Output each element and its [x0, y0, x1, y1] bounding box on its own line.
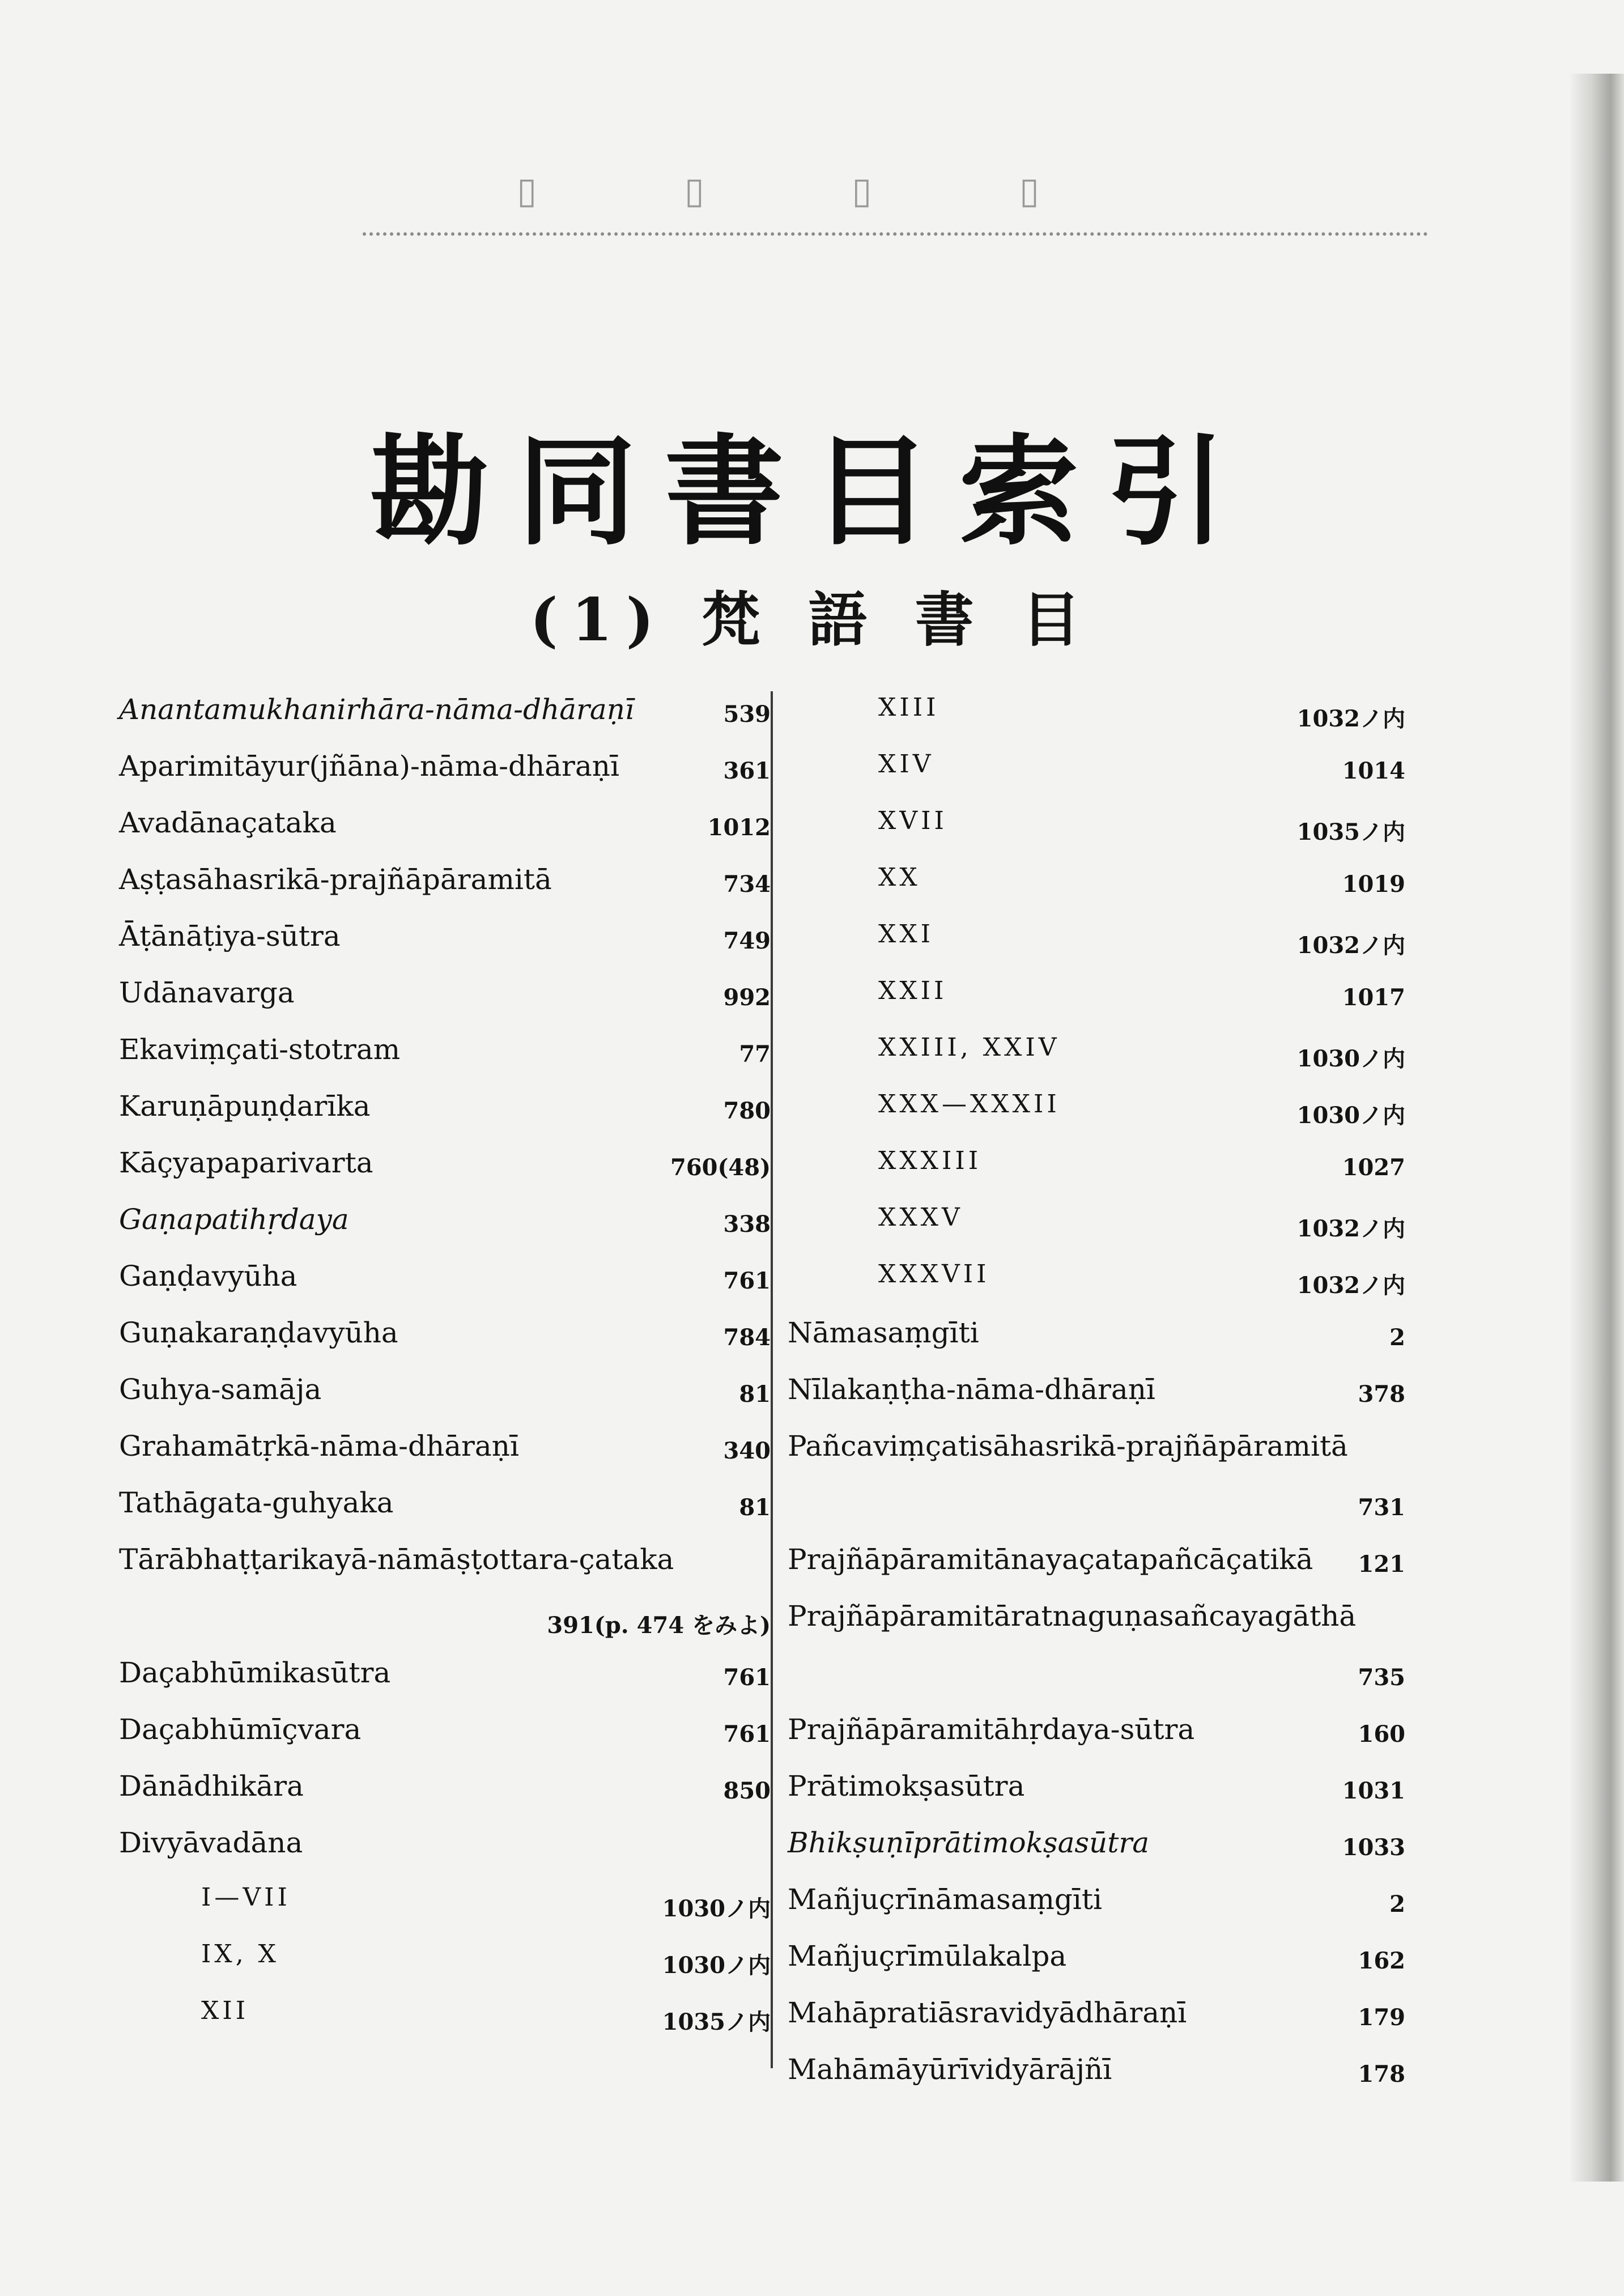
entry-title: Ekaviṃçati-stotram [119, 1033, 401, 1066]
entry-title: Daçabhūmīçvara [119, 1713, 362, 1746]
entry-title: XXII [878, 976, 947, 1005]
index-entry [788, 1816, 1405, 1873]
entry-page-number: 731 [1358, 1494, 1405, 1521]
entry-page-number: 162 [1358, 1948, 1405, 1974]
entry-page-number: 160 [1358, 1721, 1405, 1747]
entry-title: Daçabhūmikasūtra [119, 1656, 391, 1689]
index-entry [119, 1419, 771, 1476]
entry-title: Tathāgata-guhyaka [119, 1486, 394, 1519]
entry-title: I—VII [201, 1883, 291, 1912]
index-entry [119, 1306, 771, 1363]
entry-page-number: 992 [723, 984, 771, 1011]
entry-page-number: 2 [1389, 1324, 1405, 1351]
index-subentry [788, 966, 1405, 1023]
entry-title: Nāmasaṃgīti [788, 1316, 979, 1349]
entry-page-number: 340 [723, 1438, 771, 1464]
entry-page-number: 539 [723, 701, 771, 728]
index-subentry [788, 1023, 1405, 1079]
entry-title: Kāçyapaparivarta [119, 1146, 373, 1179]
entry-page-number: 760(48) [670, 1154, 771, 1181]
entry-page-number: 178 [1358, 2061, 1405, 2087]
index-entry [119, 1023, 771, 1079]
faded-running-head: ▯ ▯ ▯ ▯ [517, 170, 1107, 212]
index-entry [119, 909, 771, 966]
index-entry [119, 739, 771, 796]
index-entry [119, 1476, 771, 1533]
entry-title: Gaṇapatihṛdaya [119, 1203, 349, 1236]
scanned-page-edge [1570, 74, 1624, 2182]
entry-page-number: 850 [723, 1778, 771, 1804]
entry-page-number: 81 [739, 1381, 771, 1408]
entry-page-number: 1017 [1342, 984, 1405, 1011]
index-entry [119, 683, 771, 739]
entry-title: XXX—XXXII [878, 1090, 1060, 1119]
index-subentry [119, 1986, 771, 2043]
entry-page-number: 121 [1358, 1551, 1405, 1578]
index-subentry [788, 853, 1405, 909]
index-subentry [119, 1929, 771, 1986]
entry-page-number: 1019 [1342, 871, 1405, 898]
index-entry [788, 1419, 1405, 1533]
column-divider [771, 691, 773, 2068]
entry-title: Anantamukhanirhāra-nāma-dhāraṇī [119, 693, 634, 726]
index-subentry [788, 1079, 1405, 1136]
entry-page-number: 81 [739, 1494, 771, 1521]
entry-title: Udānavarga [119, 976, 295, 1009]
index-entry [788, 1533, 1405, 1589]
index-entry [119, 1249, 771, 1306]
entry-page-number: 1032ノ内 [1296, 1215, 1405, 1242]
entry-title: XXIII, XXIV [878, 1033, 1060, 1062]
entry-title: Nīlakaṇṭha-nāma-dhāraṇī [788, 1373, 1155, 1406]
index-title: 勘同書目索引 [369, 422, 1254, 562]
index-entry [788, 1929, 1405, 1986]
entry-title: Avadānaçataka [119, 806, 337, 839]
entry-page-number: 1014 [1342, 758, 1405, 784]
entry-title: Mahāmāyūrīvidyārājñī [788, 2053, 1112, 2086]
entry-title: Gaṇḍavyūha [119, 1260, 297, 1292]
entry-title: Dānādhikāra [119, 1770, 304, 1802]
entry-page-number: 338 [723, 1211, 771, 1238]
left-index-column [119, 683, 771, 2043]
entry-page-number: 1030ノ内 [662, 1952, 771, 1979]
entry-page-number: 378 [1358, 1381, 1405, 1408]
index-entry [788, 1589, 1405, 1703]
index-entry [788, 1873, 1405, 1929]
entry-title: Mañjuçrīnāmasaṃgīti [788, 1883, 1103, 1916]
entry-title: Prajñāpāramitāhṛdaya-sūtra [788, 1713, 1195, 1746]
entry-page-number: 1031 [1342, 1778, 1405, 1804]
entry-page-number: 1035ノ内 [662, 2009, 771, 2035]
index-entry [119, 1363, 771, 1419]
entry-title: XXXIII [878, 1146, 982, 1175]
entry-page-number: 2 [1389, 1891, 1405, 1917]
header-rule [363, 232, 1428, 236]
index-subentry [788, 739, 1405, 796]
index-entry [119, 853, 771, 909]
index-entry [788, 1363, 1405, 1419]
index-entry [119, 1703, 771, 1759]
right-index-column [788, 683, 1405, 2099]
entry-page-number: 1030ノ内 [1296, 1102, 1405, 1129]
index-entry [788, 2043, 1405, 2099]
index-subentry [788, 1136, 1405, 1193]
index-entry [119, 1079, 771, 1136]
index-entry [119, 966, 771, 1023]
entry-title: XX [878, 863, 921, 892]
entry-page-number: 391(p. 474 をみよ) [547, 1612, 771, 1639]
index-entry [119, 1136, 771, 1193]
entry-page-number: 361 [723, 758, 771, 784]
index-subentry [788, 1193, 1405, 1249]
entry-page-number: 761 [723, 1721, 771, 1747]
entry-title: XIV [878, 750, 934, 779]
entry-title: XII [201, 1996, 249, 2025]
index-entry [119, 1646, 771, 1703]
index-subentry [788, 909, 1405, 966]
entry-title: Āṭānāṭiya-sūtra [119, 920, 341, 953]
entry-title: XXXVII [878, 1260, 990, 1289]
entry-page-number: 1035ノ内 [1296, 819, 1405, 845]
entry-page-number: 1032ノ内 [1296, 1272, 1405, 1299]
index-entry [788, 1306, 1405, 1363]
index-entry [119, 1816, 771, 1873]
index-entry [119, 796, 771, 853]
entry-title: IX, X [201, 1940, 280, 1968]
entry-title: Grahamātṛkā-nāma-dhāraṇī [119, 1430, 519, 1462]
entry-title: XVII [878, 806, 947, 835]
index-entry [119, 1533, 771, 1646]
index-subentry [788, 796, 1405, 853]
entry-page-number: 1033 [1342, 1834, 1405, 1861]
entry-page-number: 77 [739, 1041, 771, 1068]
entry-title: Tārābhaṭṭarikayā-nāmāṣṭottara-çataka [119, 1543, 674, 1576]
index-entry [119, 1193, 771, 1249]
entry-page-number: 1012 [707, 814, 771, 841]
entry-title: Guhya-samāja [119, 1373, 322, 1406]
entry-title: Mañjuçrīmūlakalpa [788, 1940, 1067, 1972]
entry-title: Pañcaviṃçatisāhasrikā-prajñāpāramitā [788, 1430, 1348, 1462]
entry-title: Aṣṭasāhasrikā-prajñāpāramitā [119, 863, 552, 896]
entry-title: Divyāvadāna [119, 1826, 303, 1859]
index-entry [788, 1759, 1405, 1816]
entry-title: XIII [878, 693, 939, 722]
entry-title: Mahāpratiāsravidyādhāraṇī [788, 1996, 1187, 2029]
entry-page-number: 1030ノ内 [1296, 1045, 1405, 1072]
entry-page-number: 784 [723, 1324, 771, 1351]
index-entry [788, 1703, 1405, 1759]
entry-title: Karuṇāpuṇḍarīka [119, 1090, 371, 1123]
entry-title: Aparimitāyur(jñāna)-nāma-dhāraṇī [119, 750, 619, 783]
entry-title: Bhikṣuṇīprātimokṣasūtra [788, 1826, 1150, 1859]
entry-page-number: 761 [723, 1664, 771, 1691]
entry-title: Prajñāpāramitānayaçatapañcāçatikā [788, 1543, 1313, 1576]
entry-page-number: 1027 [1342, 1154, 1405, 1181]
entry-page-number: 761 [723, 1268, 771, 1294]
entry-page-number: 1032ノ内 [1296, 705, 1405, 732]
entry-page-number: 1030ノ内 [662, 1895, 771, 1922]
entry-title: XXXV [878, 1203, 963, 1232]
index-subentry [788, 1249, 1405, 1306]
entry-title: Guṇakaraṇḍavyūha [119, 1316, 398, 1349]
entry-page-number: 1032ノ内 [1296, 932, 1405, 959]
entry-page-number: 780 [723, 1098, 771, 1124]
index-subentry [788, 683, 1405, 739]
entry-page-number: 749 [723, 928, 771, 954]
entry-page-number: 735 [1358, 1664, 1405, 1691]
entry-title: Prātimokṣasūtra [788, 1770, 1025, 1802]
entry-title: XXI [878, 920, 934, 949]
entry-title: Prajñāpāramitāratnaguṇasañcayagāthā [788, 1600, 1357, 1632]
index-entry [119, 1759, 771, 1816]
entry-page-number: 179 [1358, 2004, 1405, 2031]
index-subentry [119, 1873, 771, 1929]
entry-page-number: 734 [723, 871, 771, 898]
section-title: (1) 梵 語 書 目 [530, 585, 1094, 654]
index-entry [788, 1986, 1405, 2043]
